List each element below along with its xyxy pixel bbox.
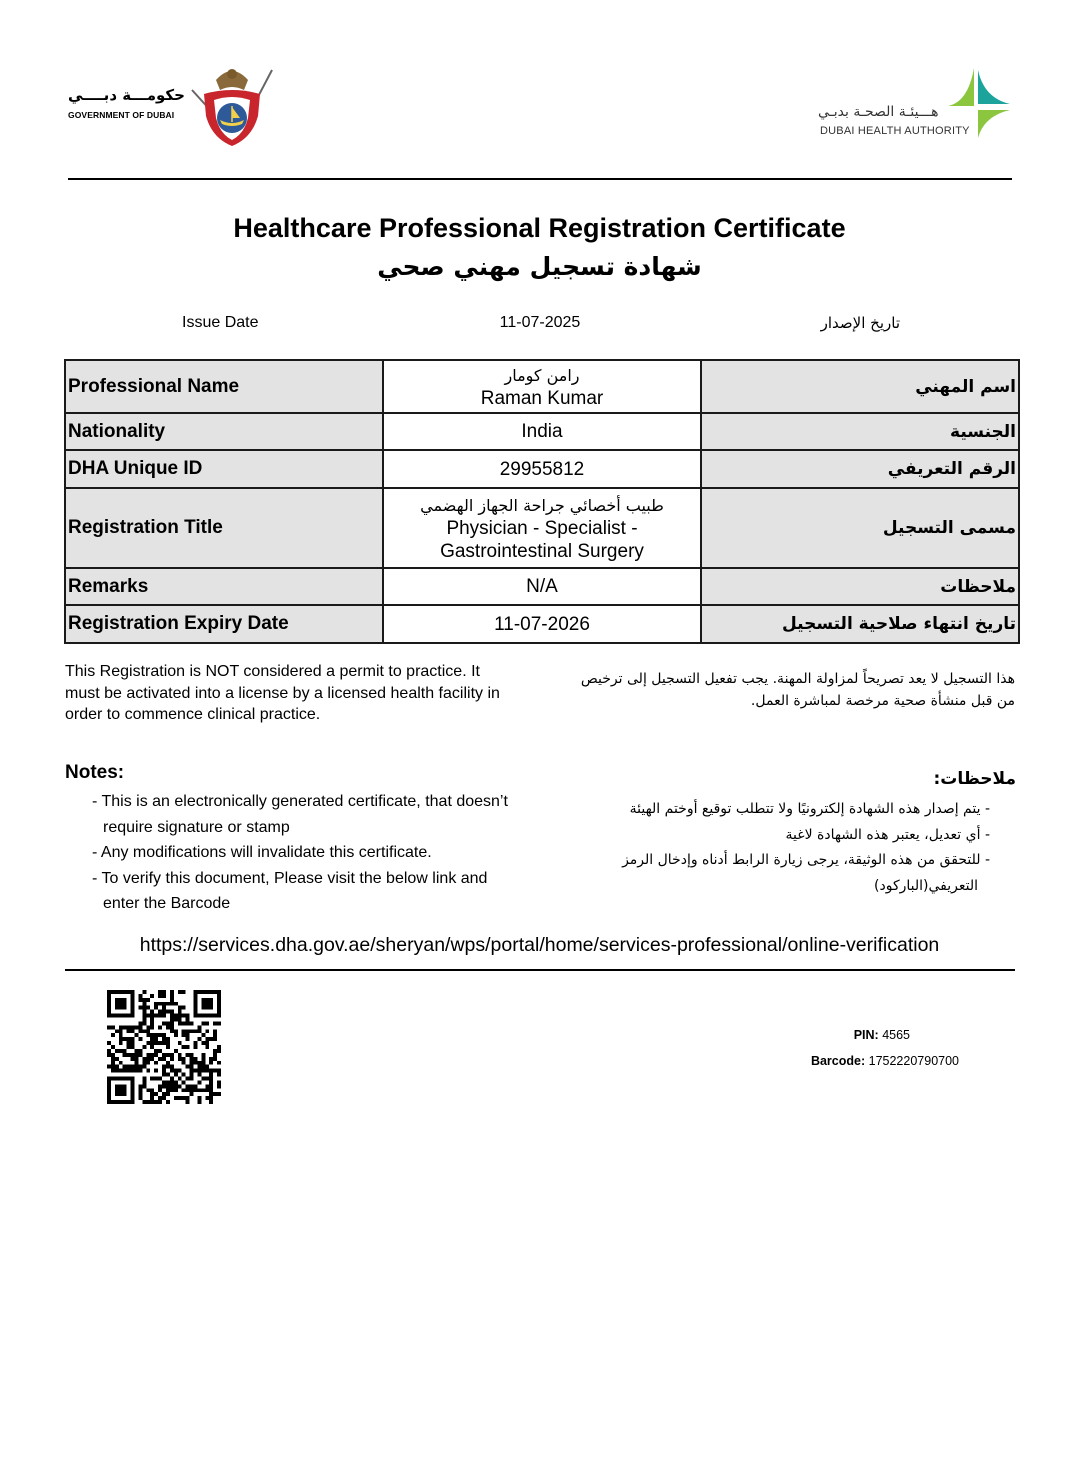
registration-title-label: Registration Title: [65, 488, 383, 568]
expiry-date-label-arabic: تاريخ انتهاء صلاحية التسجيل: [701, 605, 1019, 643]
certificate-title-english: Healthcare Professional Registration Certificate: [233, 213, 846, 243]
gov-dubai-arabic-wordmark: حكومـــة دبــــي: [68, 86, 185, 104]
dha-id-label: DHA Unique ID: [65, 450, 383, 488]
registration-title-arabic: طبيب أخصائي جراحة الجهاز الهضمي: [420, 495, 664, 515]
expiry-date-value: 11-07-2026: [383, 605, 701, 643]
dubai-emblem-icon: [186, 60, 278, 148]
gov-dubai-english-wordmark: GOVERNMENT OF DUBAI: [68, 110, 175, 120]
note-item: - This is an electronically generated certificate, that doesn’t require signature or stamp: [92, 793, 508, 836]
notes-title-arabic: ملاحظات:: [933, 769, 1016, 789]
nationality-label-arabic: الجنسية: [701, 413, 1019, 450]
qr-code-icon: [107, 990, 221, 1104]
header-divider: [68, 178, 1012, 180]
table-row-professional-name: [65, 360, 1019, 413]
nationality-label: Nationality: [65, 413, 383, 450]
disclaimer-english: This Registration is NOT considered a permit to practice. It must be activated into a license by a licensed health facility in order to commence clinical practice.: [65, 663, 500, 723]
professional-name-label-arabic: اسم المهني: [701, 360, 1019, 413]
pin-label: PIN:: [853, 1028, 879, 1042]
note-item-arabic: - أي تعديل، يعتبر هذه الشهادة لاغية: [785, 826, 990, 843]
certificate-title-arabic: شهادة تسجيل مهني صحي: [377, 252, 702, 281]
remarks-label: Remarks: [65, 568, 383, 605]
dha-english-wordmark: DUBAI HEALTH AUTHORITY: [820, 125, 970, 137]
notes-list-arabic: [560, 797, 990, 899]
pin-line: [760, 1028, 910, 1042]
professional-name-english: Raman Kumar: [480, 387, 604, 409]
professional-name-label: Professional Name: [65, 360, 383, 413]
note-item-arabic: - للتحقق من هذه الوثيقة، يرجى زيارة الرابط أدناه وإدخال الرمز التعريفي(الباركود): [622, 852, 990, 894]
dha-id-value: 29955812: [383, 450, 701, 488]
pin-value: 4565: [882, 1028, 910, 1042]
notes-title: Notes:: [65, 762, 125, 783]
barcode-line: [760, 1054, 959, 1068]
registration-title-value: [383, 488, 701, 568]
professional-name-value: [383, 360, 701, 413]
dha-id-label-arabic: الرقم التعريفي: [701, 450, 1019, 488]
nationality-value: India: [383, 413, 701, 450]
remarks-label-arabic: ملاحظات: [701, 568, 1019, 605]
expiry-date-label: Registration Expiry Date: [65, 605, 383, 643]
note-item: - Any modifications will invalidate this certificate.: [92, 844, 432, 862]
note-item: - To verify this document, Please visit the below link and enter the Barcode: [92, 869, 488, 913]
note-item-arabic: - يتم إصدار هذه الشهادة إلكترونيًا ولا تتطلب توقيع أوختم الهيئة: [629, 801, 990, 817]
disclaimer-arabic: هذا التسجيل لا يعد تصريحاً لمزاولة المهنة. يجب تفعيل التسجيل إلى ترخيص من قبل منشأة صحية مرخصة لمباشرة العمل.: [580, 671, 1015, 709]
remarks-value: N/A: [383, 568, 701, 605]
issue-date-label: Issue Date: [182, 314, 259, 331]
dha-arabic-wordmark: هـــيئـة الصحـة بدبـي: [818, 104, 939, 120]
professional-name-arabic: رامن كومار: [504, 365, 580, 385]
table-row-expiry-date: [65, 605, 1019, 643]
verification-link[interactable]: https://services.dha.gov.ae/sheryan/wps/portal/home/services-professional/online-verification: [139, 934, 940, 956]
issue-date-label-arabic: تاريخ الإصدار: [820, 314, 900, 332]
registration-title-label-arabic: مسمى التسجيل: [701, 488, 1019, 568]
footer-divider: [65, 969, 1015, 971]
table-row-remarks: [65, 568, 1019, 605]
table-row-registration-title: [65, 488, 1019, 568]
table-row-dha-id: [65, 450, 1019, 488]
barcode-value: 1752220790700: [868, 1054, 959, 1068]
registration-title-english: Physician - Specialist - Gastrointestinal Surgery: [440, 517, 644, 562]
notes-list: [92, 789, 512, 917]
issue-date-value: 11-07-2025: [499, 314, 581, 331]
barcode-label: Barcode:: [810, 1054, 866, 1068]
registration-details-table: [64, 359, 1020, 644]
table-row-nationality: [65, 413, 1019, 450]
